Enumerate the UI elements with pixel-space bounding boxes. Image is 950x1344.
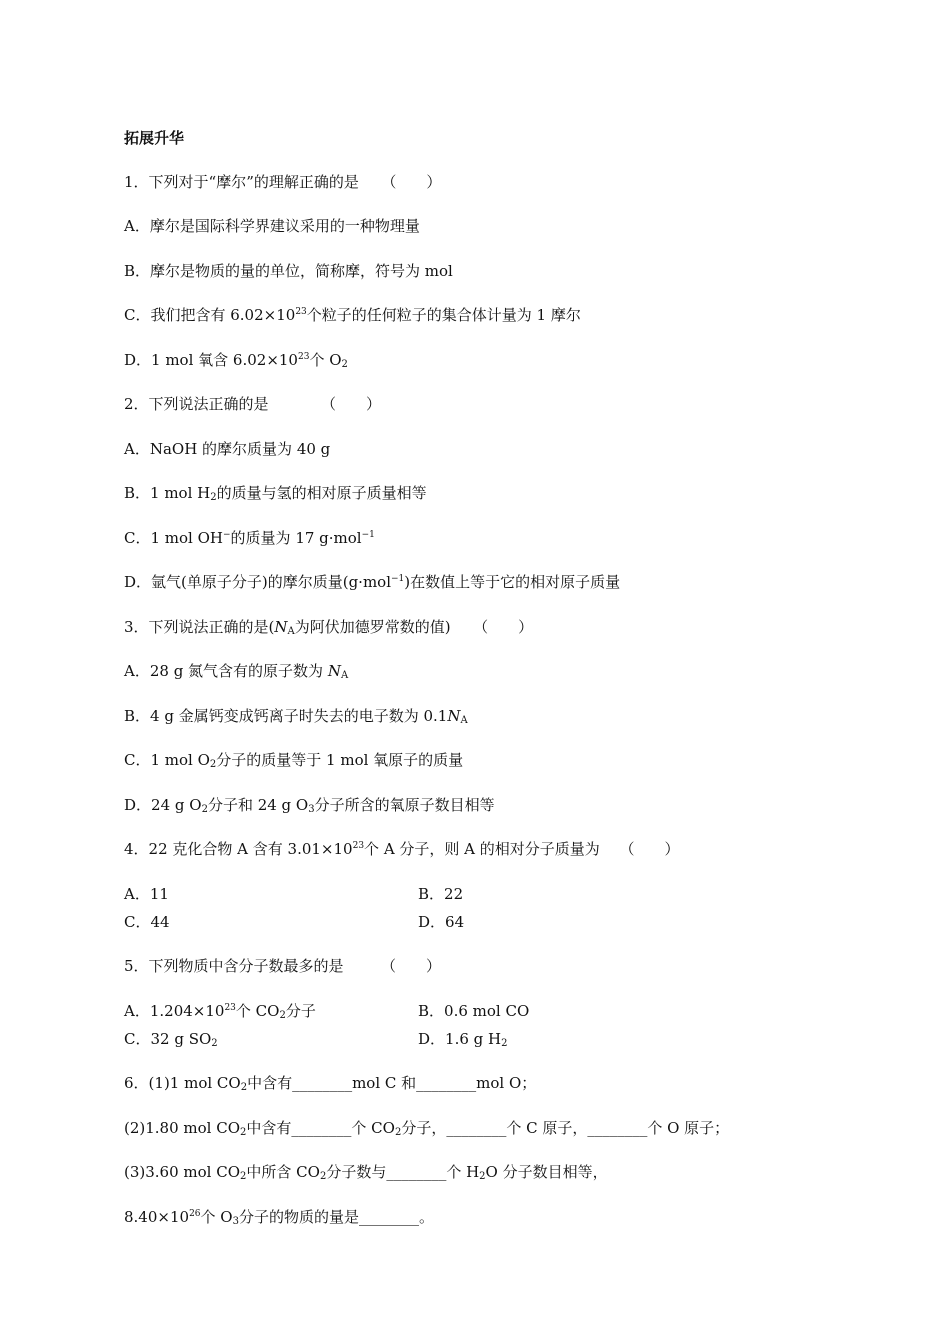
q6-part-1: 6．(1)1 mol $CO_2$中含有________mol C 和________mol O； (124, 1074, 537, 1093)
q3-option-a: A．28 g 氮气含有的原子数为 $N_A$ (124, 662, 349, 681)
q1-option-a: A．摩尔是国际科学界建议采用的一种物理量 (124, 217, 420, 235)
q3-stem: 3．下列说法正确的是($N_A$为阿伏加德罗常数的值) （ ） (124, 618, 534, 637)
q5-option-a: A．$1.204\times 10^{23}$个 $CO_2$分子 (124, 1002, 316, 1021)
q2-option-c: C．1 mol OH−的质量为 17 g·mol$^{-1}$ (124, 529, 375, 547)
q2-stem: 2．下列说法正确的是 （ ） (124, 395, 382, 413)
q6-part-3: (3)3.60 mol $CO_2$中所含 $CO_2$分子数与________个 $H_2O$ 分子数目相等， (124, 1163, 608, 1182)
q1-option-b: B．摩尔是物质的量的单位，简称摩，符号为 mol (124, 262, 453, 280)
q1-option-c: C．我们把含有 $6.02\times 10^{23}$个粒子的任何粒子的集合体计量为 1 摩尔 (124, 306, 581, 324)
q2-option-b: B．1 mol $H_2$的质量与氢的相对原子质量相等 (124, 484, 427, 503)
q4-option-b: B．22 (418, 885, 464, 903)
q1-option-d: D．1 mol 氧含 $6.02\times 10^{23}$个 $O_2$ (124, 351, 348, 370)
q1-stem: 1．下列对于“摩尔”的理解正确的是 （ ） (124, 173, 442, 191)
q5-option-d: D．1.6 g $H_2$ (418, 1030, 508, 1049)
q4-option-d: D．64 (418, 913, 465, 931)
q2-option-d: D．氩气(单原子分子)的摩尔质量(g·mol$^{-1}$)在数值上等于它的相对原子质量 (124, 573, 621, 591)
q3-option-c: C．1 mol $O_2$分子的质量等于 1 mol 氧原子的质量 (124, 751, 464, 770)
q5-stem: 5．下列物质中含分子数最多的是 （ ） (124, 957, 442, 975)
q2-option-a: A．NaOH 的摩尔质量为 40 g (124, 440, 331, 458)
q4-stem: 4．22 克化合物 A 含有 $3.01\times 10^{23}$个 A 分子，则 A 的相对分子质量为 （ ） (124, 840, 680, 858)
section-heading: 拓展升华 (124, 129, 185, 147)
q5-option-b: B．0.6 mol CO (418, 1002, 530, 1020)
q4-option-c: C．44 (124, 913, 170, 931)
q4-option-a: A．11 (124, 885, 169, 903)
q6-part-4: $8.40\times 10^{26}$个 $O_3$分子的物质的量是________。 (124, 1208, 434, 1227)
q3-option-d: D．24 g $O_2$分子和 24 g $O_3$分子所含的氧原子数目相等 (124, 796, 495, 815)
q3-option-b: B．4 g 金属钙变成钙离子时失去的电子数为 $0.1N_A$ (124, 707, 468, 726)
q5-option-c: C．32 g $SO_2$ (124, 1030, 218, 1049)
q6-part-2: (2)1.80 mol $CO_2$中含有________个 $CO_2$分子，________个 C 原子，________个 O 原子； (124, 1119, 730, 1138)
